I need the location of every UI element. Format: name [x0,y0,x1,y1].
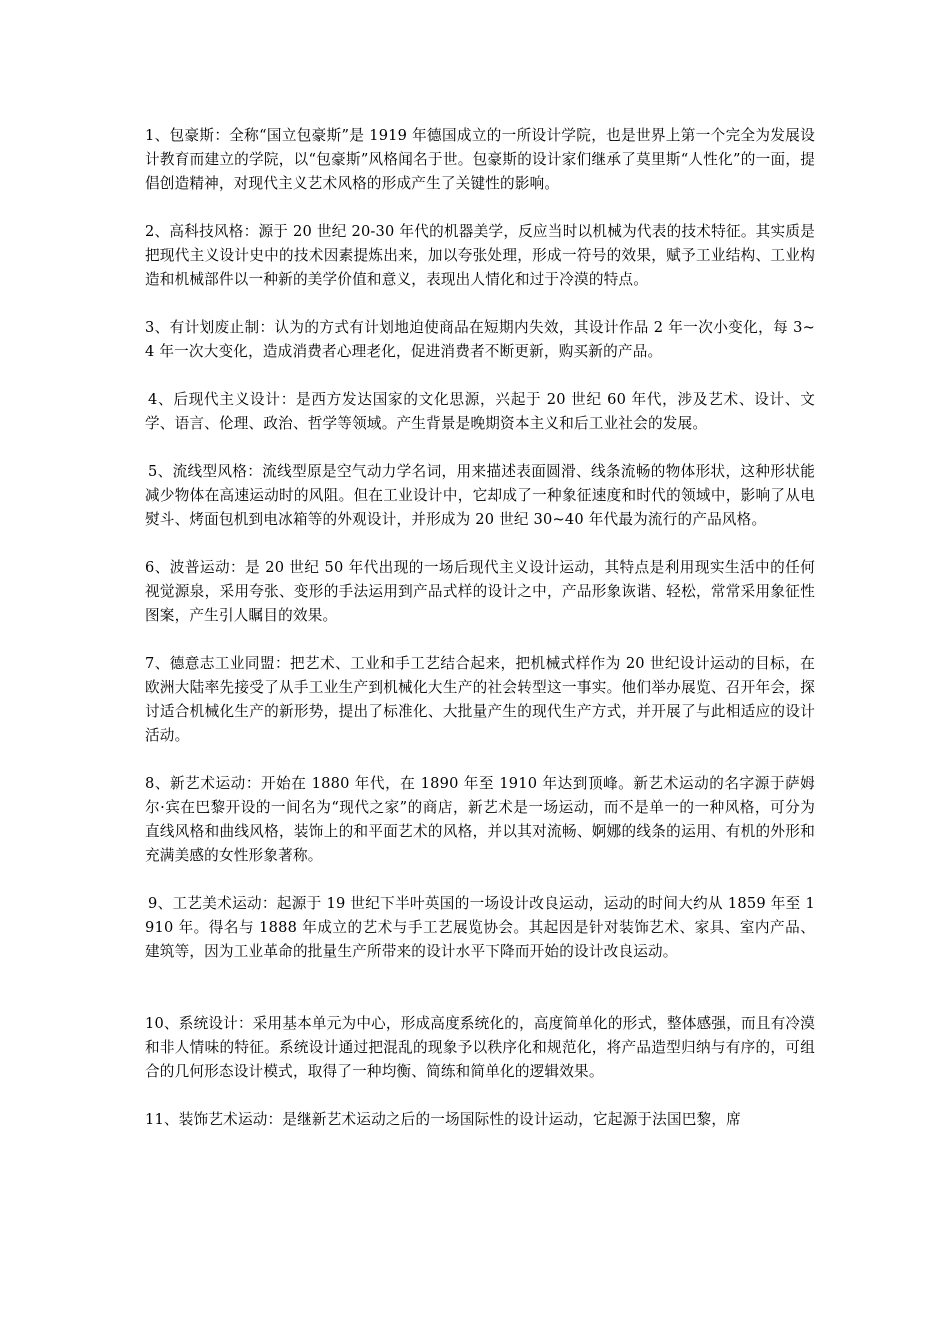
paragraph-arts-and-crafts: 9、工艺美术运动：起源于 19 世纪下半叶英国的一场设计改良运动，运动的时间大约从 1859 年至 1910 年。得名与 1888 年成立的艺术与手工艺展览协会。其起因是针对装饰艺术、家具、室内产品、建筑等，因为工业革命的批量生产所带来的设计水平下降而开始的设计改良运动。 [145,895,815,960]
paragraph-planned-obsolescence: 3、有计划废止制：认为的方式有计划地迫使商品在短期内失效，其设计作品 2 年一次小变化，每 3~4 年一次大变化，造成消费者心理老化，促进消费者不断更新，购买新的产品。 [145,319,815,360]
paragraph-postmodern-design: 4、后现代主义设计：是西方发达国家的文化思源，兴起于 20 世纪 60 年代，涉及艺术、设计、文学、语言、伦理、政治、哲学等领域。产生背景是晚期资本主义和后工业社会的发展。 [145,391,815,432]
paragraph-art-nouveau: 8、新艺术运动：开始在 1880 年代，在 1890 年至 1910 年达到顶峰。新艺术运动的名字源于萨姆尔·宾在巴黎开设的一间名为“现代之家”的商店，新艺术是一场运动，而不是单一的一种风格，可分为直线风格和曲线风格，装饰上的和平面艺术的风格，并以其对流畅、婀娜的线条的运用、有机的外形和充满美感的女性形象著称。 [145,775,815,864]
document-body [145,124,815,1156]
paragraph-pop-movement: 6、波普运动：是 20 世纪 50 年代出现的一场后现代主义设计运动，其特点是利用现实生活中的任何视觉源泉，采用夸张、变形的手法运用到产品式样的设计之中，产品形象诙谐、轻松，常常采用象征性图案，产生引人瞩目的效果。 [145,559,815,624]
paragraph-deutscher-werkbund: 7、德意志工业同盟：把艺术、工业和手工艺结合起来，把机械式样作为 20 世纪设计运动的目标，在欧洲大陆率先接受了从手工业生产到机械化大生产的社会转型这一事实。他们举办展览、召开年会，探讨适合机械化生产的新形势，提出了标准化、大批量产生的现代生产方式，并开展了与此相适应的设计活动。 [145,655,815,744]
paragraph-streamline-style: 5、流线型风格：流线型原是空气动力学名词，用来描述表面圆滑、线条流畅的物体形状，这种形状能减少物体在高速运动时的风阻。但在工业设计中，它却成了一种象征速度和时代的领域中，影响了从电熨斗、烤面包机到电冰箱等的外观设计，并形成为 20 世纪 30~40 年代最为流行的产品风格。 [145,463,815,528]
paragraph-art-deco: 11、装饰艺术运动：是继新艺术运动之后的一场国际性的设计运动，它起源于法国巴黎，席 [145,1111,741,1128]
paragraph-high-tech-style: 2、高科技风格：源于 20 世纪 20-30 年代的机器美学，反应当时以机械为代表的技术特征。其实质是把现代主义设计史中的技术因素提炼出来，加以夸张处理，形成一符号的效果，赋予工业结构、工业构造和机械部件以一种新的美学价值和意义，表现出人情化和过于冷漠的特点。 [145,223,815,288]
paragraph-system-design: 10、系统设计：采用基本单元为中心，形成高度系统化的，高度简单化的形式，整体感强，而且有冷漠和非人情味的特征。系统设计通过把混乱的现象予以秩序化和规范化，将产品造型归纳与有序的，可组合的几何形态设计模式，取得了一种均衡、简练和简单化的逻辑效果。 [145,1015,815,1080]
paragraph-bauhaus: 1、包豪斯：全称“国立包豪斯”是 1919 年德国成立的一所设计学院，也是世界上第一个完全为发展设计教育而建立的学院，以“包豪斯”风格闻名于世。包豪斯的设计家们继承了莫里斯“人性化”的一面，提倡创造精神，对现代主义艺术风格的形成产生了关键性的影响。 [145,127,815,192]
